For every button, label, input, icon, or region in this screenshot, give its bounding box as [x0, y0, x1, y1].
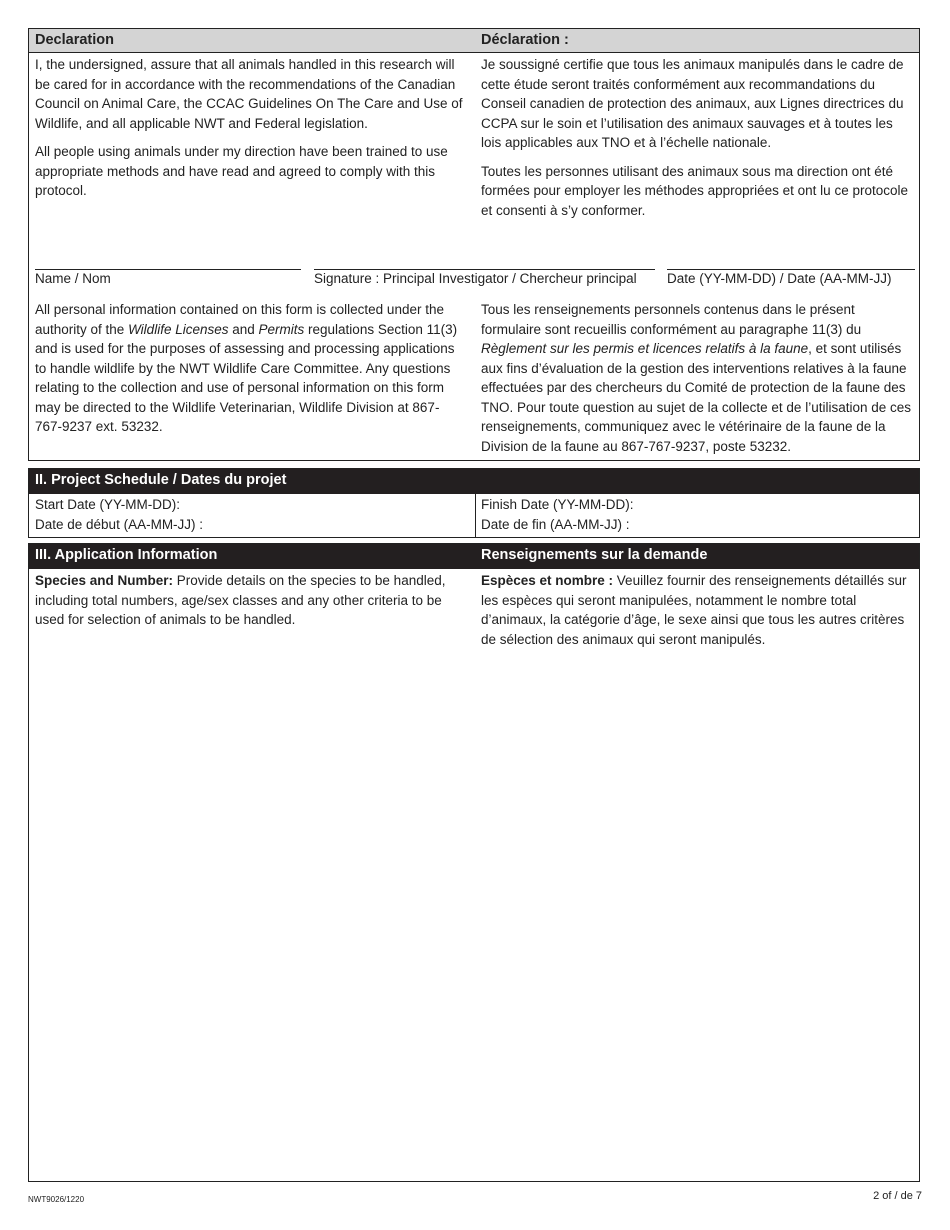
declaration-text-en — [35, 55, 463, 201]
species-details-entry-area[interactable] — [35, 654, 913, 1175]
species-instructions-en: Species and Number: Provide details on the species to be handled, including total numbers, age/sex classes and any other criteria to be used for selection of animals to be handled. — [35, 573, 446, 627]
name-label: Name / Nom — [35, 271, 111, 286]
page-number: 2 of / de 7 — [873, 1190, 922, 1202]
declaration-fr-paragraph-1: Je soussigné certifie que tous les animaux manipulés dans le cadre de cette étude seront traités conformément aux recommandations du Conseil canadien de protection des animaux, aux Lignes directrices du CCPA sur le soin et l’utilisation des animaux sauvages et à toutes les lois applicables aux TNO et à l’échelle nationale. — [481, 57, 904, 150]
form-code: NWT9026/1220 — [28, 1195, 85, 1204]
declaration-text-fr — [481, 55, 915, 220]
finish-date-label-fr: Date de fin (AA-MM-JJ) : — [481, 516, 630, 532]
date-label: Date (YY-MM-DD) / Date (AA-MM-JJ) — [667, 271, 892, 286]
declaration-fr-paragraph-2: Toutes les personnes utilisant des animaux sous ma direction ont été formées pour employer les méthodes appropriées et ont lu ce protocole et consenti à s’y conformer. — [481, 163, 908, 218]
schedule-divider — [475, 494, 476, 537]
declaration-heading-en: Declaration — [35, 32, 114, 48]
species-label-en: Species and Number: — [35, 573, 174, 588]
species-instructions-fr: Espèces et nombre : Veuillez fournir des renseignements détaillés sur les espèces qui seront manipulées, notamment le nombre total d’animaux, la catégorie d’âge, le sexe ainsi que tous les autres critères de sélection des animaux qui seront manipulés. — [481, 573, 907, 647]
declaration-section — [28, 28, 920, 461]
finish-date-field[interactable] — [481, 495, 915, 534]
declaration-en-paragraph-2: All people using animals under my direction have been trained to use appropriate methods and have read and agreed to comply with this protocol. — [35, 144, 448, 198]
start-date-label-en: Start Date (YY-MM-DD): — [35, 497, 181, 512]
start-date-label-fr: Date de début (AA-MM-JJ) : — [35, 516, 204, 532]
declaration-heading-fr: Déclaration : — [481, 32, 569, 48]
application-information-header — [29, 544, 919, 569]
application-heading-fr: Renseignements sur la demande — [481, 547, 708, 563]
signature-label: Signature : Principal Investigator / Chercheur principal — [314, 271, 637, 286]
start-date-field[interactable] — [35, 495, 463, 534]
privacy-notice-en: All personal information contained on this form is collected under the authority of the Wildlife Licenses and Permits regulations Section 11(3) and is used for the purposes of assessing and processing applications to handle wildlife by the NWT Wildlife Care Committee. Any questions relating to the collection and use of personal information on this form may be directed to the Wildlife Veterinarian, Wildlife Division at 867-767-9237 ext. 53232. — [35, 302, 458, 434]
declaration-header — [29, 29, 919, 53]
application-heading-en: III. Application Information — [35, 547, 218, 563]
finish-date-label-en: Finish Date (YY-MM-DD): — [481, 497, 634, 512]
privacy-notice-fr: Tous les renseignements personnels contenus dans le présent formulaire sont recueillis conformément au paragraphe 11(3) du Règlement sur les permis et licences relatifs à la faune, et sont utilisés aux fins d’évaluation de la gestion des interventions relatives à la faune effectuées par des chercheurs du Comité de protection de la faune des TNO. Pour toute question au sujet de la collecte et de l’utilisation de ces renseignements, communiquez avec le vétérinaire de la faune de la Division de la faune au 867-767-9237, poste 53232. — [481, 302, 911, 454]
species-label-fr: Espèces et nombre : — [481, 573, 614, 588]
project-schedule-heading: II. Project Schedule / Dates du projet — [35, 472, 287, 488]
project-schedule-header — [29, 469, 919, 494]
project-schedule-section — [28, 468, 920, 538]
declaration-en-paragraph-1: I, the undersigned, assure that all animals handled in this research will be cared for in accordance with the recommendations of the Canadian Council on Animal Care, the CCAC Guidelines On The Care and Use of Wildlife, and all applicable NWT and Federal legislation. — [35, 57, 463, 131]
application-information-section — [28, 543, 920, 1182]
